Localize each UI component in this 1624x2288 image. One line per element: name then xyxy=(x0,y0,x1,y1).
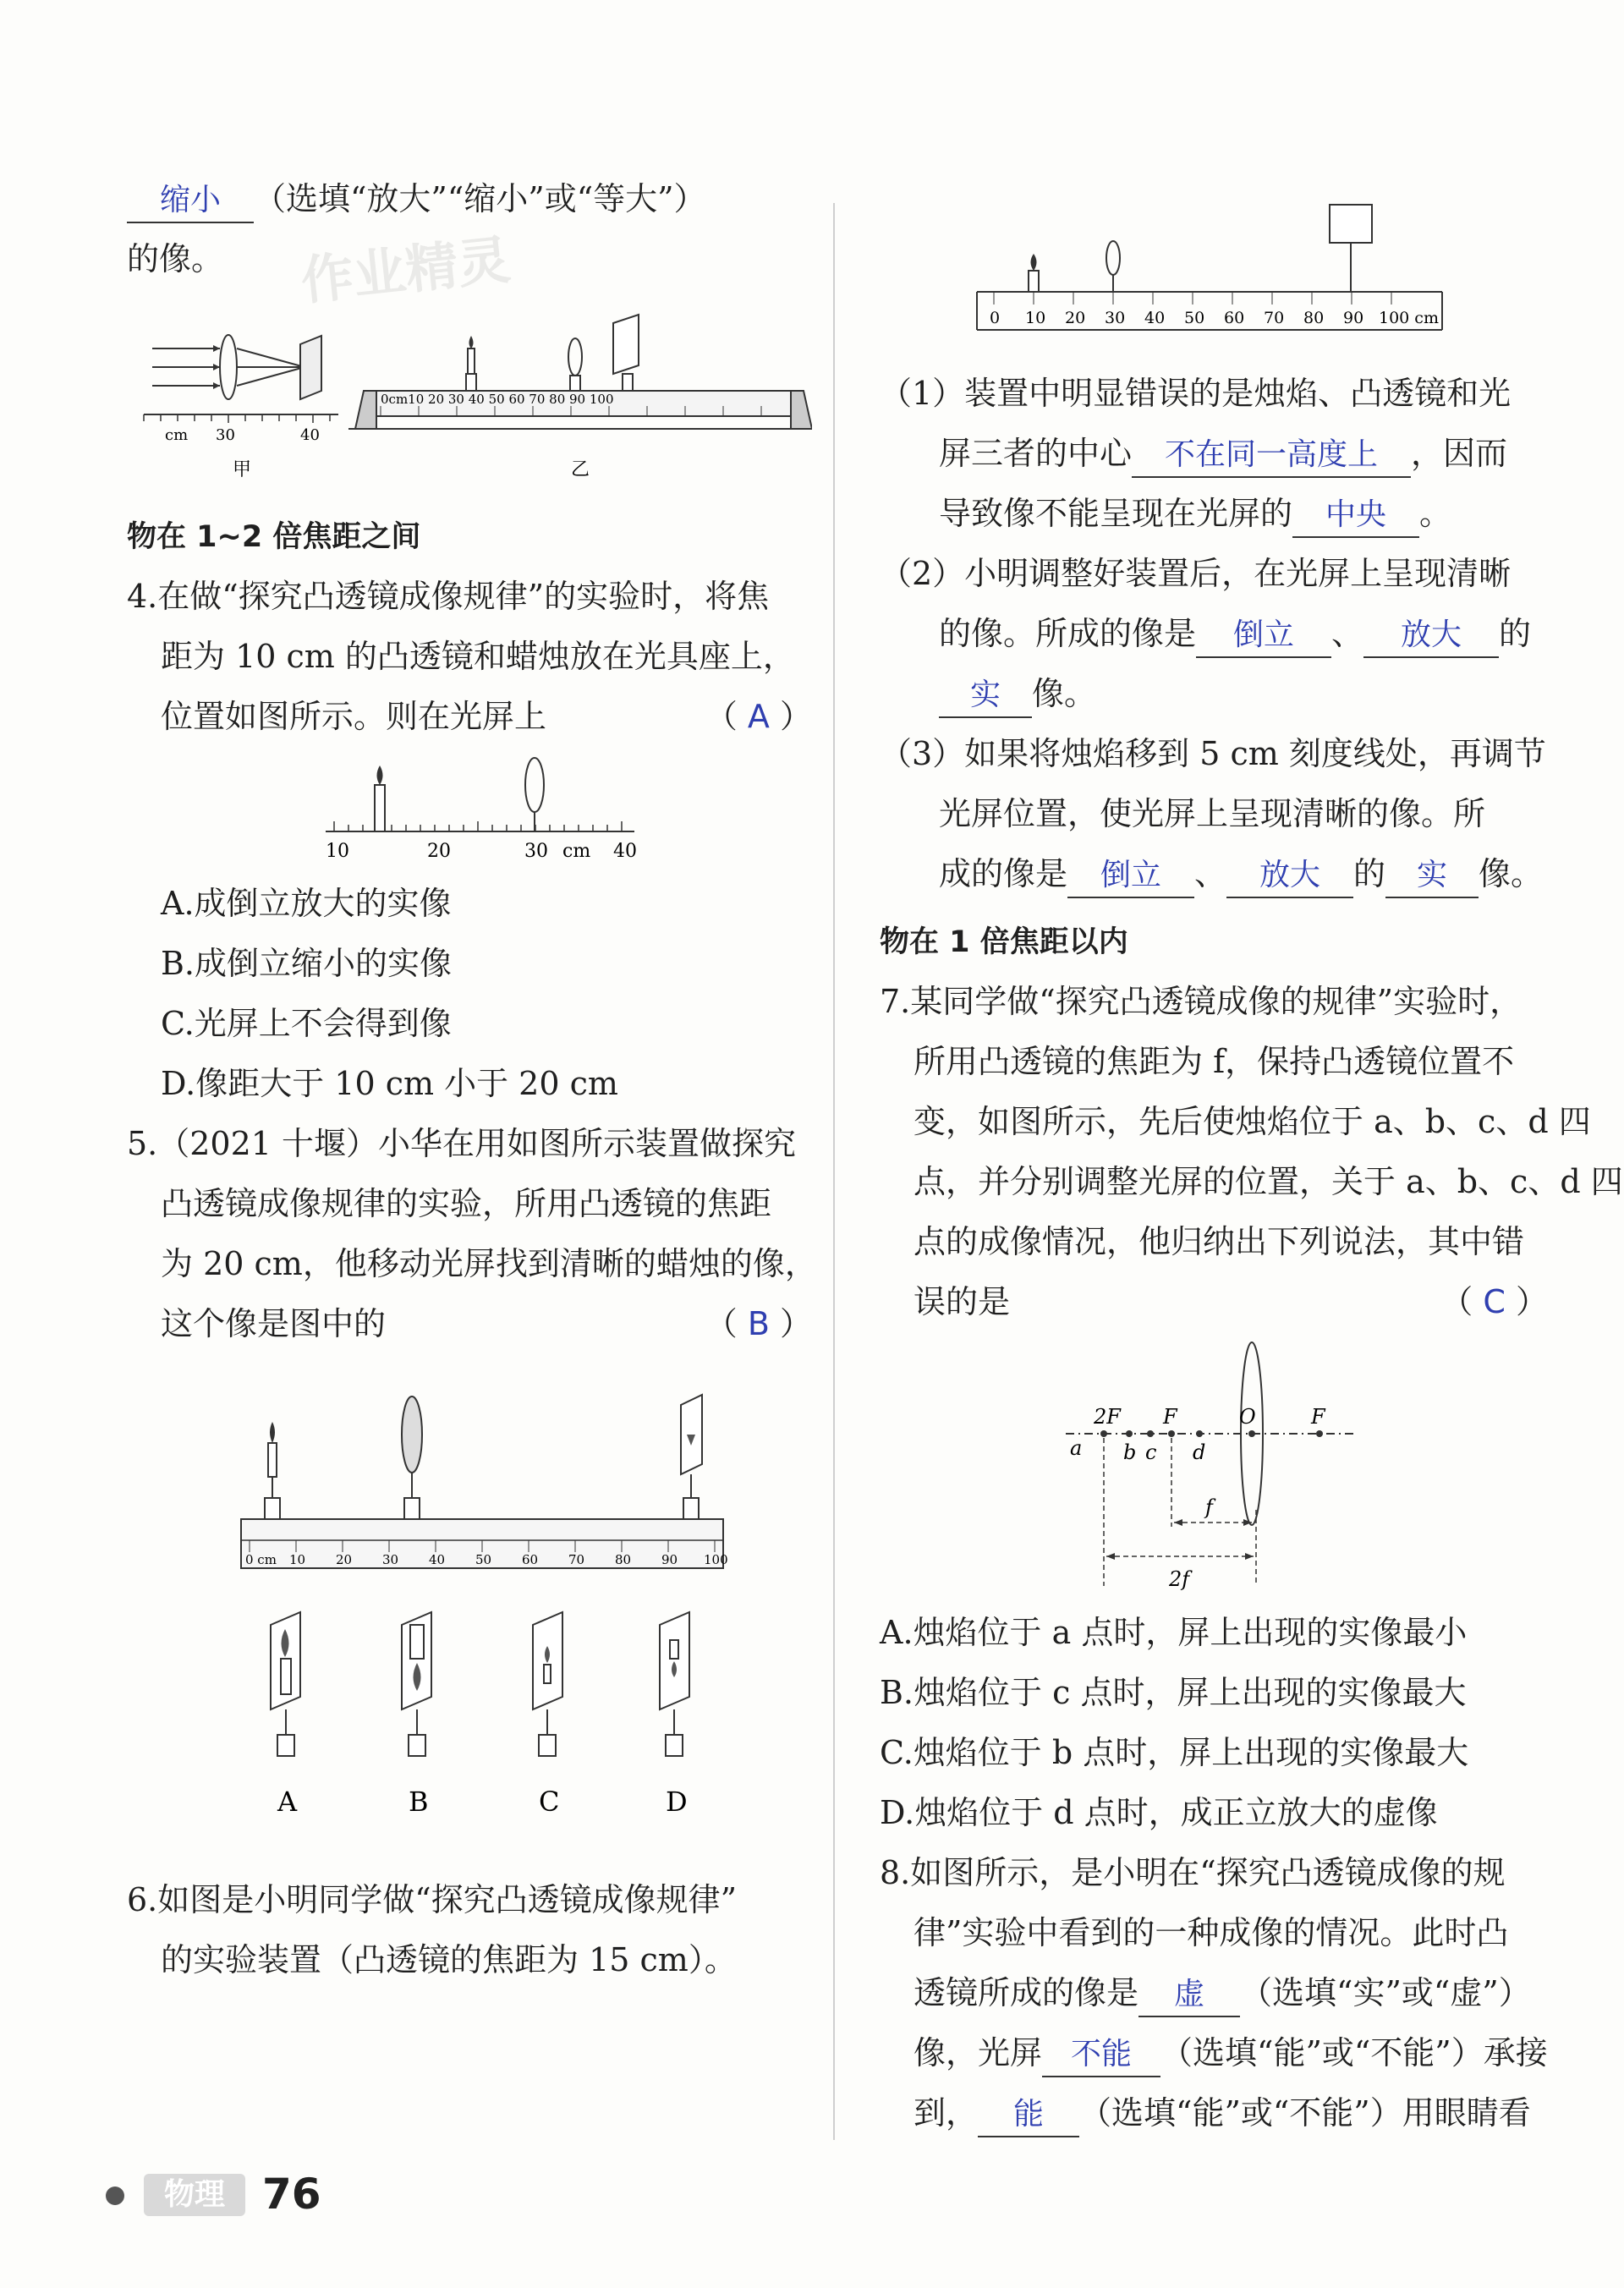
svg-text:70: 70 xyxy=(568,1552,585,1567)
q8-blank2: 不能 xyxy=(1042,2033,1160,2077)
q6-3-blank3: 实 xyxy=(1385,854,1479,898)
q4-ruler-figure xyxy=(127,747,812,874)
svg-text:70: 70 xyxy=(1264,309,1285,327)
q6-2-blank2: 放大 xyxy=(1363,614,1499,658)
page-number: 76 xyxy=(262,2170,321,2219)
svg-text:C: C xyxy=(539,1786,560,1818)
svg-text:2F: 2F xyxy=(1094,1405,1121,1429)
section-1-2f: 物在 1~2 倍焦距之间 xyxy=(127,520,421,554)
svg-text:20: 20 xyxy=(336,1552,353,1567)
svg-text:F: F xyxy=(1311,1405,1325,1429)
watermark: 作业精灵 xyxy=(298,228,513,312)
q6-3-line2: 光屏位置，使光屏上呈现清晰的像。所 xyxy=(939,795,1486,832)
q6-line2: 的实验装置（凸透镜的焦距为 15 cm）。 xyxy=(161,1941,737,1978)
q7-line3: 变，如图所示，先后使烛焰位于 a、b、c、d 四 xyxy=(914,1103,1591,1140)
svg-text:40: 40 xyxy=(429,1552,446,1567)
left-column xyxy=(127,169,817,1990)
q7-lens-diagram xyxy=(880,1341,1548,1603)
svg-text:40: 40 xyxy=(1144,309,1166,327)
q5-answer: B xyxy=(747,1305,770,1342)
q4-line1: 4.在做“探究凸透镜成像规律”的实验时，将焦 xyxy=(127,578,770,615)
q4-answer-paren: （ A ） xyxy=(705,698,812,735)
svg-text:30: 30 xyxy=(1105,309,1126,327)
q5-line3: 为 20 cm，他移动光屏找到清晰的蜡烛的像， xyxy=(161,1245,817,1282)
q7-option-c: C.烛焰位于 b 点时，屏上出现的实像最大 xyxy=(880,1734,1469,1771)
svg-text:D: D xyxy=(666,1786,688,1818)
svg-text:20: 20 xyxy=(427,841,451,862)
q3-answer-blank: 缩小 xyxy=(127,179,254,223)
figure-yi xyxy=(348,315,812,480)
q3-tail-line1 xyxy=(127,169,812,229)
svg-text:50: 50 xyxy=(1184,309,1205,327)
svg-text:10: 10 xyxy=(326,841,349,862)
svg-text:A: A xyxy=(277,1786,298,1818)
q6-1-line3: 导致像不能呈现在光屏的 中央 。 xyxy=(880,484,1548,544)
svg-text:100: 100 xyxy=(704,1552,728,1567)
label-jia: 甲 xyxy=(233,459,252,480)
subject-label: 物理 xyxy=(144,2174,245,2216)
q8-blank3: 能 xyxy=(978,2093,1079,2137)
svg-text:30: 30 xyxy=(524,841,548,862)
footer-bullet xyxy=(106,2186,124,2205)
q6-1-blank2: 中央 xyxy=(1292,494,1419,538)
svg-text:40: 40 xyxy=(613,841,637,862)
q8-line2: 律”实验中看到的一种成像的情况。此时凸 xyxy=(914,1914,1509,1951)
q6-1-line1: （1）装置中明显错误的是烛焰、凸透镜和光 xyxy=(880,375,1512,412)
q6-1-blank1: 不在同一高度上 xyxy=(1132,434,1411,478)
q5-choice-c xyxy=(533,1612,562,1818)
q4-option-c: C.光屏上不会得到像 xyxy=(161,1005,452,1042)
svg-text:O: O xyxy=(1239,1405,1256,1429)
q7-option-a: A.烛焰位于 a 点时，屏上出现的实像最小 xyxy=(880,1614,1468,1651)
q6-1-line2: 屏三者的中心 不在同一高度上 ，因而 xyxy=(880,424,1548,484)
q6-2-line2: 的像。所成的像是 倒立 、 放大 的 xyxy=(880,604,1548,664)
q6-2-blank1: 倒立 xyxy=(1196,614,1331,658)
svg-text:F: F xyxy=(1163,1405,1177,1429)
svg-text:b: b xyxy=(1123,1440,1137,1464)
svg-text:50: 50 xyxy=(475,1552,492,1567)
svg-text:0 cm: 0 cm xyxy=(245,1552,277,1567)
svg-text:a: a xyxy=(1070,1436,1083,1460)
svg-text:10: 10 xyxy=(289,1552,306,1567)
svg-text:80: 80 xyxy=(1303,309,1325,327)
column-divider xyxy=(833,203,835,2140)
q5-optical-bench xyxy=(241,1395,728,1568)
q7-option-d: D.烛焰位于 d 点时，成正立放大的虚像 xyxy=(880,1794,1438,1831)
q8-line1: 8.如图所示，是小明在“探究凸透镜成像的规 xyxy=(880,1854,1506,1891)
q4-answer: A xyxy=(747,698,770,735)
q7-line5: 点的成像情况，他归纳出下列说法，其中错 xyxy=(914,1223,1525,1260)
right-column xyxy=(880,169,1623,2143)
q7-answer-paren: （ C ） xyxy=(1440,1283,1548,1320)
q6-2-line1: （2）小明调整好装置后，在光屏上呈现清晰 xyxy=(880,555,1512,592)
q7-answer: C xyxy=(1483,1283,1506,1320)
svg-text:2f: 2f xyxy=(1169,1567,1190,1591)
svg-text:10: 10 xyxy=(1025,309,1046,327)
q6-3-blank2: 放大 xyxy=(1226,854,1353,898)
svg-text:0: 0 xyxy=(990,309,1001,327)
q5-choice-b xyxy=(402,1612,431,1818)
svg-text:cm: cm xyxy=(165,426,189,444)
q5-line2: 凸透镜成像规律的实验，所用凸透镜的焦距 xyxy=(161,1185,772,1222)
q5-choice-d xyxy=(660,1612,689,1818)
q7-line2: 所用凸透镜的焦距为 f，保持凸透镜位置不 xyxy=(914,1043,1515,1080)
svg-text:20: 20 xyxy=(1065,309,1086,327)
q6-2-blank3: 实 xyxy=(939,674,1032,718)
svg-text:90: 90 xyxy=(661,1552,678,1567)
q7-option-b: B.烛焰位于 c 点时，屏上出现的实像最大 xyxy=(880,1674,1467,1711)
q3-figures xyxy=(127,306,812,484)
q8-line4: 像，光屏 不能 （选填“能”或“不能”）承接 xyxy=(880,2023,1548,2083)
svg-text:60: 60 xyxy=(522,1552,539,1567)
q7-line6: 误的是 （ C ） xyxy=(880,1272,1548,1332)
q4-option-d: D.像距大于 10 cm 小于 20 cm xyxy=(161,1065,618,1102)
svg-text:cm: cm xyxy=(562,841,591,862)
svg-text:d: d xyxy=(1193,1440,1206,1464)
svg-text:40: 40 xyxy=(300,426,320,444)
svg-text:30: 30 xyxy=(382,1552,399,1567)
svg-text:80: 80 xyxy=(615,1552,632,1567)
q6-3-line1: （3）如果将烛焰移到 5 cm 刻度线处，再调节 xyxy=(880,735,1546,772)
q6-line1: 6.如图是小明同学做“探究凸透镜成像规律” xyxy=(127,1881,738,1918)
q5-line1: 5.（2021 十堰）小华在用如图所示装置做探究 xyxy=(127,1125,797,1162)
q3-tail-line2: 的像。 xyxy=(127,240,224,277)
q4-option-b: B.成倒立缩小的实像 xyxy=(161,945,453,982)
svg-text:0cm10 20 30 40 50 60: 0cm10 20 30 40 50 60 70 80 90 100 xyxy=(381,392,614,407)
svg-text:60: 60 xyxy=(1224,309,1245,327)
section-within-1f: 物在 1 倍焦距以内 xyxy=(880,925,1128,959)
q6-3-blank1: 倒立 xyxy=(1067,854,1194,898)
svg-text:100 cm: 100 cm xyxy=(1379,309,1439,327)
figure-jia xyxy=(144,335,338,480)
svg-text:B: B xyxy=(409,1786,429,1818)
q6-bench-figure xyxy=(880,186,1548,364)
q8-line5: 到， 能 （选填“能”或“不能”）用眼睛看 xyxy=(880,2083,1548,2143)
label-yi: 乙 xyxy=(571,459,590,480)
q6-3-line3: 成的像是 倒立 、 放大 的 实 像。 xyxy=(880,844,1548,904)
svg-text:c: c xyxy=(1145,1440,1157,1464)
q5-choice-a xyxy=(271,1612,300,1818)
svg-text:30: 30 xyxy=(216,426,235,444)
svg-text:f: f xyxy=(1205,1495,1213,1519)
q8-line3: 透镜所成的像是 虚 （选填“实”或“虚”） xyxy=(880,1963,1548,2023)
q5-line4: 这个像是图中的 （ B ） xyxy=(127,1294,812,1354)
q7-line1: 7.某同学做“探究凸透镜成像的规律”实验时， xyxy=(880,983,1522,1020)
q4-line3: 位置如图所示。则在光屏上 （ A ） xyxy=(127,687,812,747)
q3-hint: （选填“放大”“缩小”或“等大”） xyxy=(254,180,706,217)
q5-answer-paren: （ B ） xyxy=(705,1305,812,1342)
q8-blank1: 虚 xyxy=(1138,1973,1240,2017)
q4-line2: 距为 10 cm 的凸透镜和蜡烛放在光具座上， xyxy=(161,638,795,675)
q7-line4: 点，并分别调整光屏的位置，关于 a、b、c、d 四 xyxy=(914,1163,1623,1200)
q4-option-a: A.成倒立放大的实像 xyxy=(161,885,452,922)
q5-figure xyxy=(127,1371,812,1887)
svg-text:90: 90 xyxy=(1343,309,1364,327)
q6-2-line3: 实 像。 xyxy=(880,664,1548,724)
